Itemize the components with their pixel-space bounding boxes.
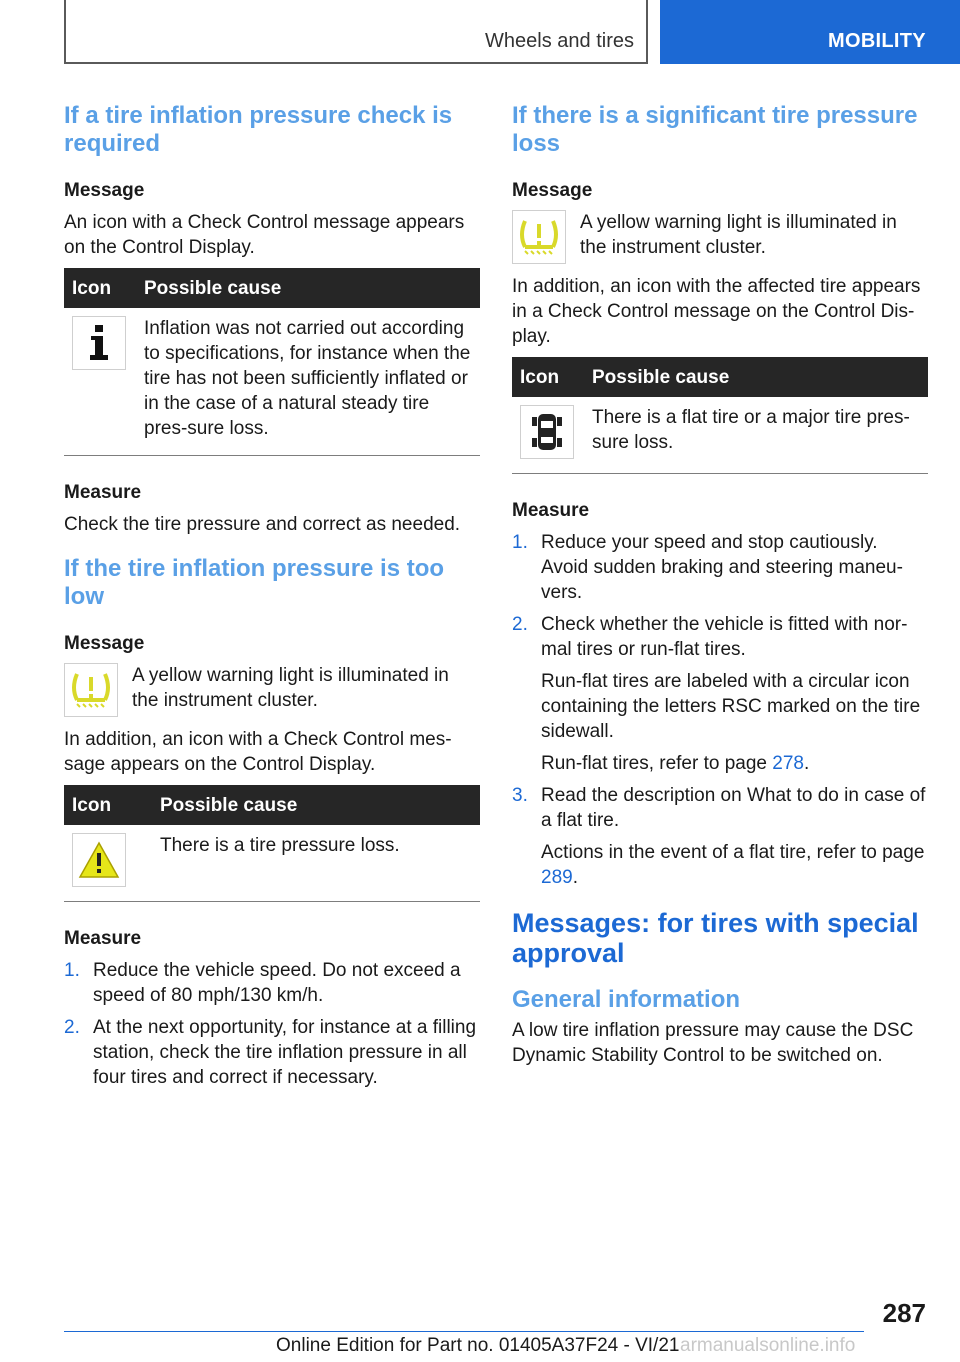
table-header-row (64, 785, 480, 825)
step-text: Check whether the vehicle is fitted with nor-mal tires or run-flat tires. (541, 614, 908, 660)
warning-light-text: A yellow warning light is illuminated in the instrument cluster. (132, 665, 449, 711)
left-column (64, 102, 480, 1097)
footer-divider (64, 1331, 864, 1332)
measure-label: Measure (64, 482, 142, 503)
section-heading-special-approval: Messages: for tires with special approval (512, 908, 919, 968)
col-icon-header: Icon (512, 357, 584, 397)
col-cause-header: Possible cause (584, 357, 928, 397)
step-text: Reduce your speed and stop cautiously. Avoid sudden braking and steering maneu-vers. (541, 532, 903, 603)
header-frame (64, 0, 648, 64)
step-number: 2. (512, 614, 528, 635)
step-number: 2. (64, 1017, 80, 1038)
step-note: Run-flat tires are labeled with a circular icon containing the letters RSC marked on the tire sidewall. (541, 671, 921, 742)
tire-pressure-warning-icon (64, 663, 118, 717)
list-item (64, 1015, 480, 1090)
page-reference: Run-flat tires, refer to page 278. (541, 753, 810, 774)
message-label: Message (512, 180, 593, 201)
car-flat-tire-icon (520, 405, 574, 459)
header-chapter-tab[interactable]: MOBILITY (660, 0, 960, 64)
step-number: 1. (512, 532, 528, 553)
col-cause-header: Possible cause (136, 268, 480, 308)
header-section-title: Wheels and tires (485, 30, 634, 52)
info-icon (72, 316, 126, 370)
section-heading-check-required: If a tire inflation pressure check is required (64, 102, 453, 157)
measure-steps (512, 530, 928, 890)
message-label: Message (64, 633, 145, 654)
step-text: At the next opportunity, for instance at a filling station, check the tire inflation pressure in all four tires and correct if necessary. (93, 1017, 477, 1088)
cause-table (64, 785, 480, 902)
list-item (512, 530, 928, 605)
cause-text: Inflation was not carried out according to specifications, for instance when the tire has not been sufficiently inflated or in the case of a natural steady tire pres-sure loss. (136, 308, 480, 456)
cause-text: There is a tire pressure loss. (152, 825, 480, 902)
page-link-278[interactable]: 278 (772, 753, 804, 774)
section-heading-pressure-too-low: If the tire inflation pressure is too low (64, 555, 445, 610)
measure-label: Measure (512, 500, 590, 521)
cause-table (512, 357, 928, 474)
page-reference: Actions in the event of a flat tire, refer to page 289. (541, 842, 925, 888)
warning-light-row (512, 210, 928, 264)
right-column (512, 102, 928, 1076)
cause-text: There is a flat tire or a major tire pres-sure loss. (584, 397, 928, 474)
message-text: An icon with a Check Control message appears on the Control Display. (64, 212, 465, 258)
step-text: Read the description on What to do in case of a flat tire. (541, 785, 926, 831)
col-icon-header: Icon (64, 785, 152, 825)
measure-label: Measure (64, 928, 142, 949)
step-text: Reduce the vehicle speed. Do not exceed a speed of 80 mph/130 km/h. (93, 960, 461, 1006)
table-row (512, 397, 928, 474)
list-item (64, 958, 480, 1008)
warning-light-row (64, 663, 480, 717)
watermark-logo: armanualsonline.info (680, 1335, 856, 1356)
page-number: 287 (882, 1298, 926, 1328)
footer-edition: Online Edition for Part no. 01405A37F24 - VI/21 (276, 1335, 680, 1356)
col-cause-header: Possible cause (152, 785, 480, 825)
table-header-row (512, 357, 928, 397)
table-header-row (64, 268, 480, 308)
addition-text: In addition, an icon with the affected tire appears in a Check Control message on the Control Dis-play. (512, 276, 921, 347)
warning-triangle-icon (72, 833, 126, 887)
table-row (64, 825, 480, 902)
cause-table (64, 268, 480, 456)
measure-text: Check the tire pressure and correct as needed. (64, 514, 461, 535)
list-item (512, 783, 928, 890)
warning-light-text: A yellow warning light is illuminated in the instrument cluster. (580, 212, 897, 258)
page-link-289[interactable]: 289 (541, 867, 573, 888)
table-row (64, 308, 480, 456)
general-information-text: A low tire inflation pressure may cause the DSC Dynamic Stability Control to be switched on. (512, 1020, 914, 1066)
step-number: 1. (64, 960, 80, 981)
tire-pressure-warning-icon (512, 210, 566, 264)
subheading-general-information: General information (512, 986, 741, 1013)
list-item (512, 612, 928, 776)
addition-text: In addition, an icon with a Check Control mes-sage appears on the Control Display. (64, 729, 452, 775)
col-icon-header: Icon (64, 268, 136, 308)
section-heading-significant-loss: If there is a significant tire pressure loss (512, 102, 918, 157)
step-number: 3. (512, 785, 528, 806)
message-label: Message (64, 180, 145, 201)
measure-steps (64, 958, 480, 1090)
